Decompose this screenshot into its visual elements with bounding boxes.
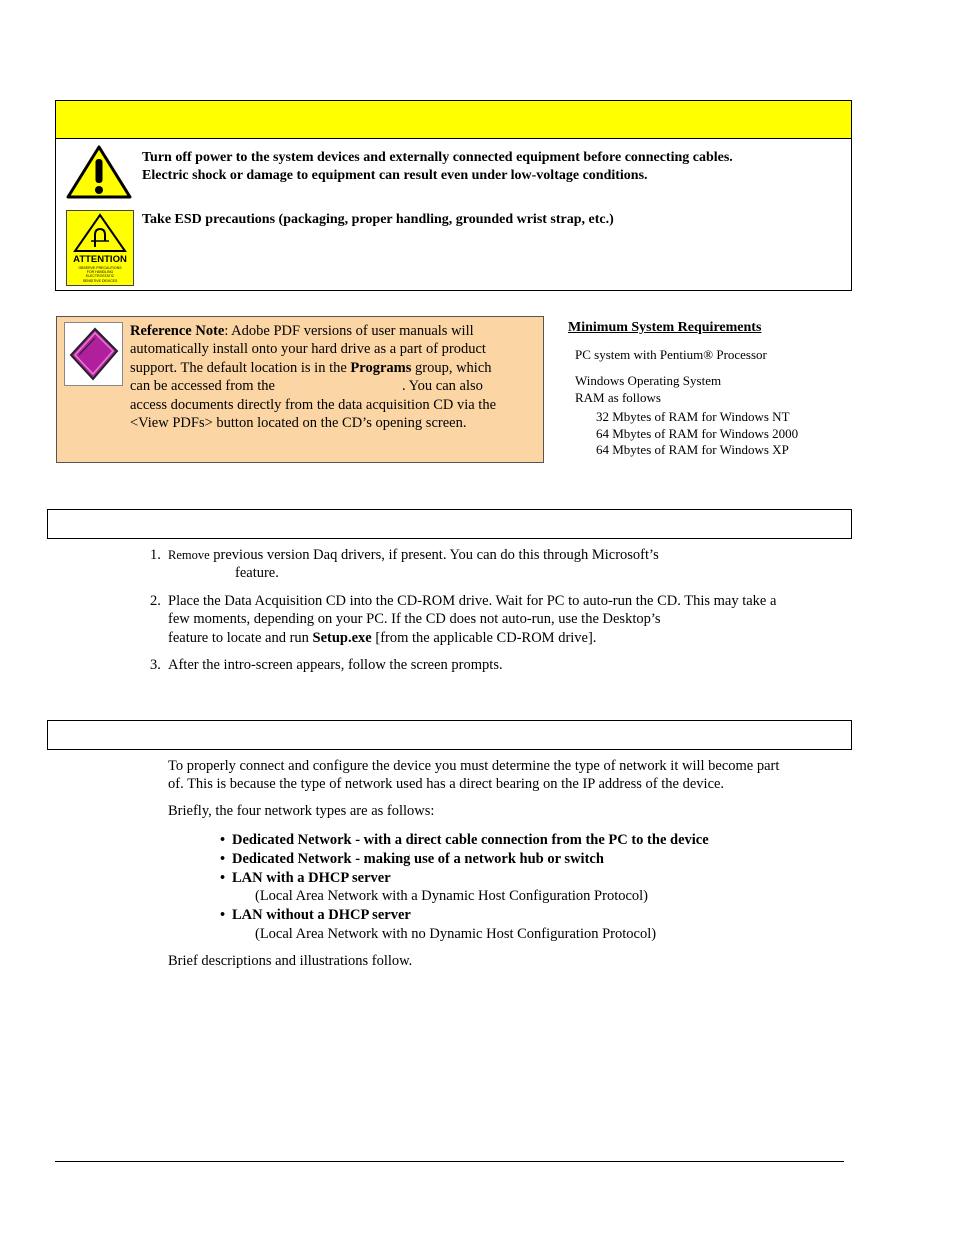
esd-warning: Take ESD precautions (packaging, proper handling, grounded wrist strap, etc.) xyxy=(142,212,614,227)
caution-box xyxy=(55,100,852,291)
req-ram-2000: 64 Mbytes of RAM for Windows 2000 xyxy=(596,426,799,441)
warning-triangle-icon xyxy=(66,145,132,204)
network-outro: Brief descriptions and illustrations follow. xyxy=(168,953,413,969)
req-os: Windows Operating System xyxy=(575,373,722,388)
install-step-1: 1. Remove previous version Daq drivers, if present. You can do this through Microsoft’s feature. xyxy=(150,547,659,582)
esd-label: ATTENTION xyxy=(73,254,127,265)
footer-rule xyxy=(55,1161,844,1162)
network-type-2: • Dedicated Network - making use of a network hub or switch xyxy=(220,851,604,867)
req-ram: RAM as follows xyxy=(575,390,661,405)
install-step-3: 3. After the intro-screen appears, follow the screen prompts. xyxy=(150,657,503,673)
network-briefly: Briefly, the four network types are as follows: xyxy=(168,803,435,819)
req-pc: PC system with Pentium® Processor xyxy=(575,347,767,362)
reference-book-icon xyxy=(64,322,123,386)
section-bar-install xyxy=(47,509,852,539)
reference-note-text: Reference Note: Adobe PDF versions of user manuals will automatically install onto your hard drive as a part of product support. The default location is in the Programs group, which can be accessed from the . You can also access documents directly from the data acquisition CD via the <View PDFs> button located on the CD’s opening screen. xyxy=(130,323,497,432)
network-type-1: • Dedicated Network - with a direct cable connection from the PC to the device xyxy=(220,832,709,848)
network-type-3-desc: (Local Area Network with a Dynamic Host Configuration Protocol) xyxy=(255,888,649,904)
section-bar-network xyxy=(47,720,852,750)
system-requirements xyxy=(568,320,868,457)
install-step-2: 2. Place the Data Acquisition CD into the CD-ROM drive. Wait for PC to auto-run the CD. This may take a few moments, depending on your PC. If the CD does not auto-run, use the Desktop’s feature to locate and run Setup.exe [from the applicable CD-ROM drive]. xyxy=(150,593,777,646)
req-ram-nt: 32 Mbytes of RAM for Windows NT xyxy=(596,409,790,424)
req-ram-xp: 64 Mbytes of RAM for Windows XP xyxy=(596,442,789,457)
network-intro: To properly connect and configure the device you must determine the type of network it will become part of. This is because the type of network used has a direct bearing on the IP address of the device. xyxy=(168,758,780,793)
power-warning: Turn off power to the system devices and externally connected equipment before connecting cables. Electric shock or damage to equipment can result even under low-voltage conditions. xyxy=(142,150,733,183)
reference-note-box xyxy=(56,316,544,463)
requirements-heading: Minimum System Requirements xyxy=(568,320,762,335)
network-type-4: • LAN without a DHCP server xyxy=(220,907,411,923)
esd-fine-print: OBSERVE PRECAUTIONS FOR HANDLING ELECTROSTATIC SENSITIVE DEVICES xyxy=(78,266,122,283)
network-type-4-desc: (Local Area Network with no Dynamic Host Configuration Protocol) xyxy=(255,926,657,942)
esd-attention-icon xyxy=(66,210,134,286)
caution-header xyxy=(56,101,851,139)
network-type-3: • LAN with a DHCP server xyxy=(220,870,391,886)
